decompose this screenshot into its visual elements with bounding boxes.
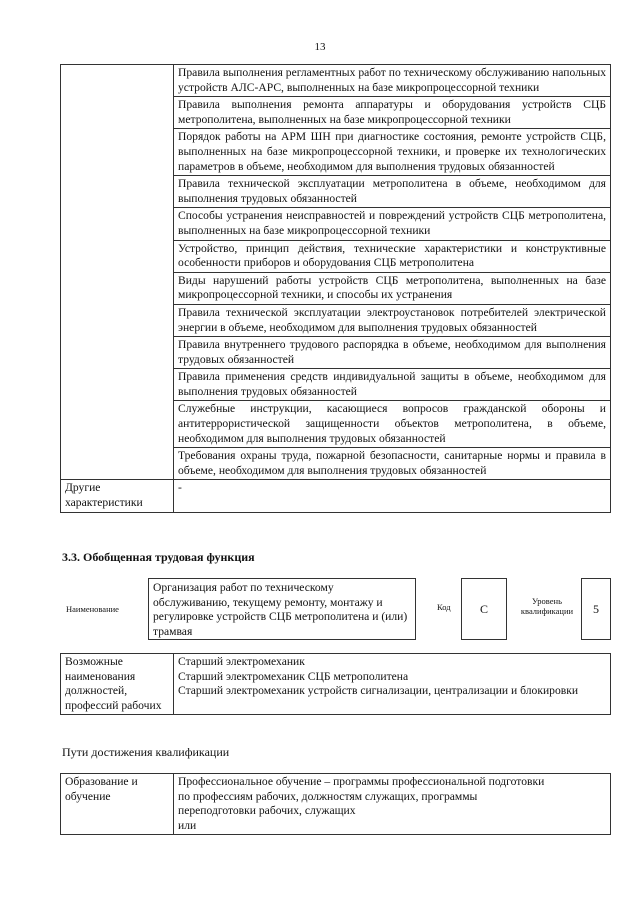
positions-label: Возможные наименования должностей, профессий рабочих [61,654,174,715]
education-line: Профессиональное обучение – программы профессиональной подготовки [178,775,545,788]
level-label [512,596,582,616]
positions-values [174,654,611,715]
code-label: Код [437,602,451,612]
paths-heading: Пути достижения квалификации [62,745,230,759]
knowledge-row [61,65,611,97]
name-label: Наименование [66,604,119,614]
function-name: Организация работ по техническому обслуживанию, текущему ремонту, монтажу и регулировке устройств СЦБ метрополитена и (или) трамвая [148,578,416,640]
knowledge-item: Правила технической эксплуатации электроустановок потребителей электрической энергии в объеме, необходимом для выполнения трудовых обязанностей [174,304,611,336]
knowledge-item: Способы устранения неисправностей и повреждений устройств СЦБ метрополитена, выполненных на базе микропроцессорной техники [174,208,611,240]
knowledge-item: Правила выполнения регламентных работ по техническому обслуживанию напольных устройств АЛС-АРС, выполненных на базе микропроцессорной техники [174,65,611,97]
positions-row [61,654,611,715]
level-value: 5 [581,578,611,640]
knowledge-item: Порядок работы на АРМ ШН при диагностике состояния, ремонте устройств СЦБ, выполненных на базе микропроцессорной техники, и проверке их технологических параметров в объеме, необходимом для выполнения трудовых обязанностей [174,129,611,176]
position-item: Старший электромеханик СЦБ метрополитена [178,669,409,683]
section-heading: 3.3. Обобщенная трудовая функция [62,550,255,564]
knowledge-table [60,64,611,513]
knowledge-item: Служебные инструкции, касающиеся вопросов гражданской обороны и антитеррористической защищенности объектов метрополитена, в объеме, необходимом для выполнения трудовых обязанностей [174,401,611,448]
education-row [61,774,611,835]
positions-table [60,653,611,715]
level-label-line-2: квалификации [520,606,574,616]
knowledge-item: Требования охраны труда, пожарной безопасности, санитарные нормы и правила в объеме, необходимом для выполнения трудовых обязанностей [174,448,611,480]
knowledge-item: Правила применения средств индивидуальной защиты в объеме, необходимом для выполнения трудовых обязанностей [174,369,611,401]
education-line: по профессиям рабочих, должностям служащих, программы [178,789,478,803]
code-value: C [461,578,507,640]
education-values [174,774,611,835]
other-characteristics-value: - [174,480,611,512]
page-number: 13 [314,41,326,53]
knowledge-label-cell [61,65,174,480]
education-line: или [178,818,197,832]
knowledge-item: Правила выполнения ремонта аппаратуры и оборудования устройств СЦБ метрополитена, выполненных на базе микропроцессорной техники [174,97,611,129]
knowledge-item: Виды нарушений работы устройств СЦБ метрополитена, выполненных на базе микропроцессорной техники, и способы их устранения [174,272,611,304]
knowledge-item: Правила внутреннего трудового распорядка в объеме, необходимом для выполнения трудовых обязанностей [174,337,611,369]
education-table [60,773,611,835]
position-item: Старший электромеханик [178,655,305,668]
education-line: переподготовки рабочих, служащих [178,804,356,818]
other-characteristics-row [61,480,611,512]
knowledge-item: Правила технической эксплуатации метрополитена в объеме, необходимом для выполнения трудовых обязанностей [174,176,611,208]
knowledge-item: Устройство, принцип действия, технические характеристики и конструктивные особенности приборов и оборудования СЦБ метрополитена [174,240,611,272]
education-label: Образование и обучение [61,774,174,835]
other-characteristics-label: Другие характеристики [61,480,174,512]
position-item: Старший электромеханик устройств сигнализации, централизации и блокировки [178,684,579,698]
level-label-line-1: Уровень [532,596,562,606]
